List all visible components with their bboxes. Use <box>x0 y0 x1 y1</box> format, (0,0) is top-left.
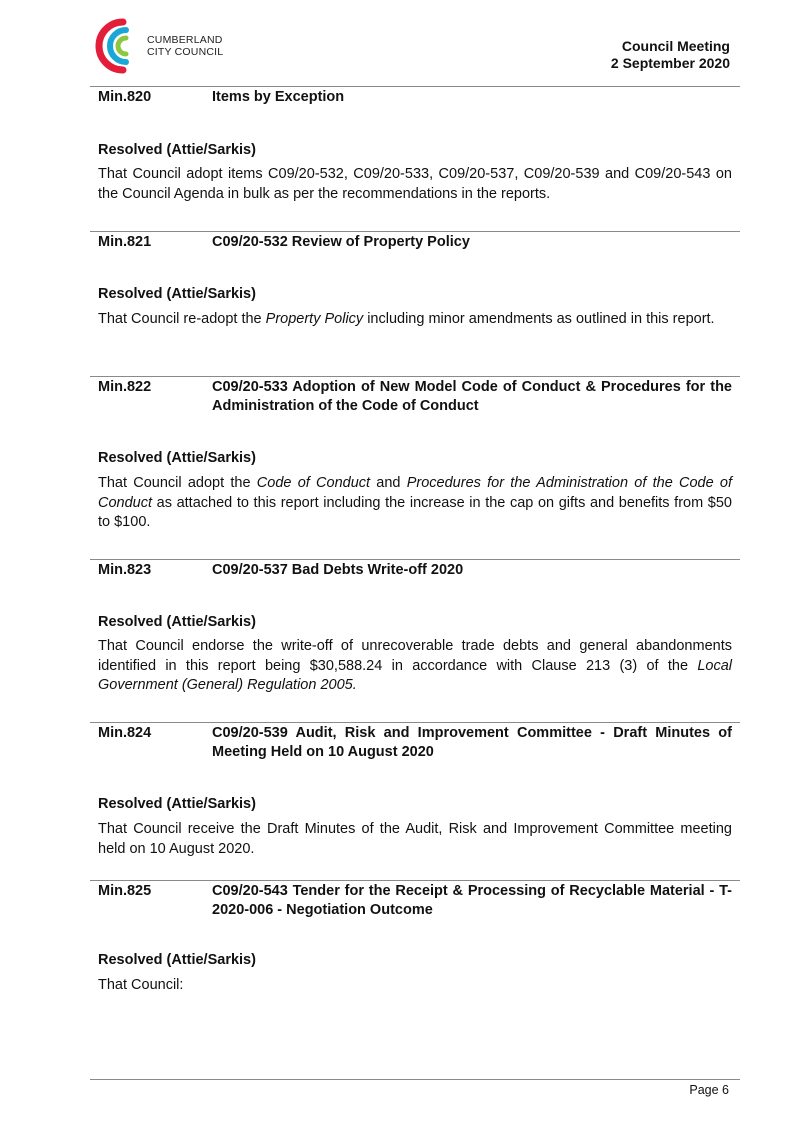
minute-number: Min.822 <box>98 379 152 395</box>
text-run: as attached to this report including the increase in the cap on gifts and benefits from $50 to $100. <box>98 494 732 530</box>
page-number: Page 6 <box>689 1083 729 1097</box>
logo-line-2: CITY COUNCIL <box>147 46 224 58</box>
logo-line-1: CUMBERLAND <box>147 34 223 46</box>
meeting-heading <box>611 38 730 72</box>
resolved-line: Resolved (Attie/Sarkis) <box>98 142 256 158</box>
resolved-line: Resolved (Attie/Sarkis) <box>98 286 256 302</box>
minute-number: Min.825 <box>98 883 152 899</box>
resolution-text <box>98 474 732 533</box>
resolved-line: Resolved (Attie/Sarkis) <box>98 952 256 968</box>
resolution-text <box>98 820 732 859</box>
text-run-italic: Property Policy <box>265 311 364 327</box>
text-run: That Council adopt items C09/20-532, C09/20-533, C09/20-537, C09/20-539 and C09/20-543 on the Council Agenda in bulk as per the recommendations in the reports. <box>98 166 732 202</box>
text-run: including minor amendments as outlined in this report. <box>363 311 715 327</box>
section-divider <box>90 880 740 881</box>
resolved-line: Resolved (Attie/Sarkis) <box>98 450 256 466</box>
text-run: That Council re-adopt the <box>98 311 266 327</box>
section-divider <box>90 559 740 560</box>
resolved-line: Resolved (Attie/Sarkis) <box>98 796 256 812</box>
section-divider <box>90 231 740 232</box>
section-divider <box>90 86 740 87</box>
text-run: That Council: <box>98 977 184 993</box>
text-run-italic: Local Government (General) Regulation 2005. <box>98 657 732 693</box>
meeting-title: Council Meeting <box>621 38 730 54</box>
minute-title: Items by Exception <box>212 89 345 105</box>
text-run: That Council endorse the write-off of unrecoverable trade debts and general abandonments identified in this report being $30,588.24 in accordance with Clause 213 (3) of the <box>98 638 732 674</box>
minute-number: Min.823 <box>98 562 152 578</box>
text-run: and <box>370 475 407 491</box>
resolution-text <box>98 165 732 204</box>
resolution-text <box>98 310 732 330</box>
section-divider <box>90 722 740 723</box>
text-run: That Council receive the Draft Minutes of the Audit, Risk and Improvement Committee meeting held on 10 August 2020. <box>98 821 732 857</box>
minute-number: Min.824 <box>98 725 152 741</box>
footer-divider <box>90 1079 740 1080</box>
minute-number: Min.820 <box>98 89 152 105</box>
resolution-text <box>98 637 732 696</box>
resolved-line: Resolved (Attie/Sarkis) <box>98 614 256 630</box>
minute-title: C09/20-539 Audit, Risk and Improvement Committee - Draft Minutes of Meeting Held on 10 August 2020 <box>212 725 732 760</box>
section-divider <box>90 376 740 377</box>
minute-title: C09/20-533 Adoption of New Model Code of Conduct & Procedures for the Administration of the Code of Conduct <box>212 379 732 414</box>
minute-number: Min.821 <box>98 234 152 250</box>
resolution-text <box>98 976 732 996</box>
minute-title: C09/20-543 Tender for the Receipt & Processing of Recyclable Material - T-2020-006 - Negotiation Outcome <box>212 883 732 918</box>
logo-wordmark <box>147 34 223 58</box>
minute-title: C09/20-537 Bad Debts Write-off 2020 <box>212 562 464 578</box>
text-run-italic: Procedures for the Administration of the Code of Conduct <box>98 475 732 511</box>
text-run: That Council adopt the <box>98 475 257 491</box>
text-run-italic: Code of Conduct <box>256 475 371 491</box>
meeting-date: 2 September 2020 <box>610 55 730 71</box>
minute-title: C09/20-532 Review of Property Policy <box>212 234 470 250</box>
